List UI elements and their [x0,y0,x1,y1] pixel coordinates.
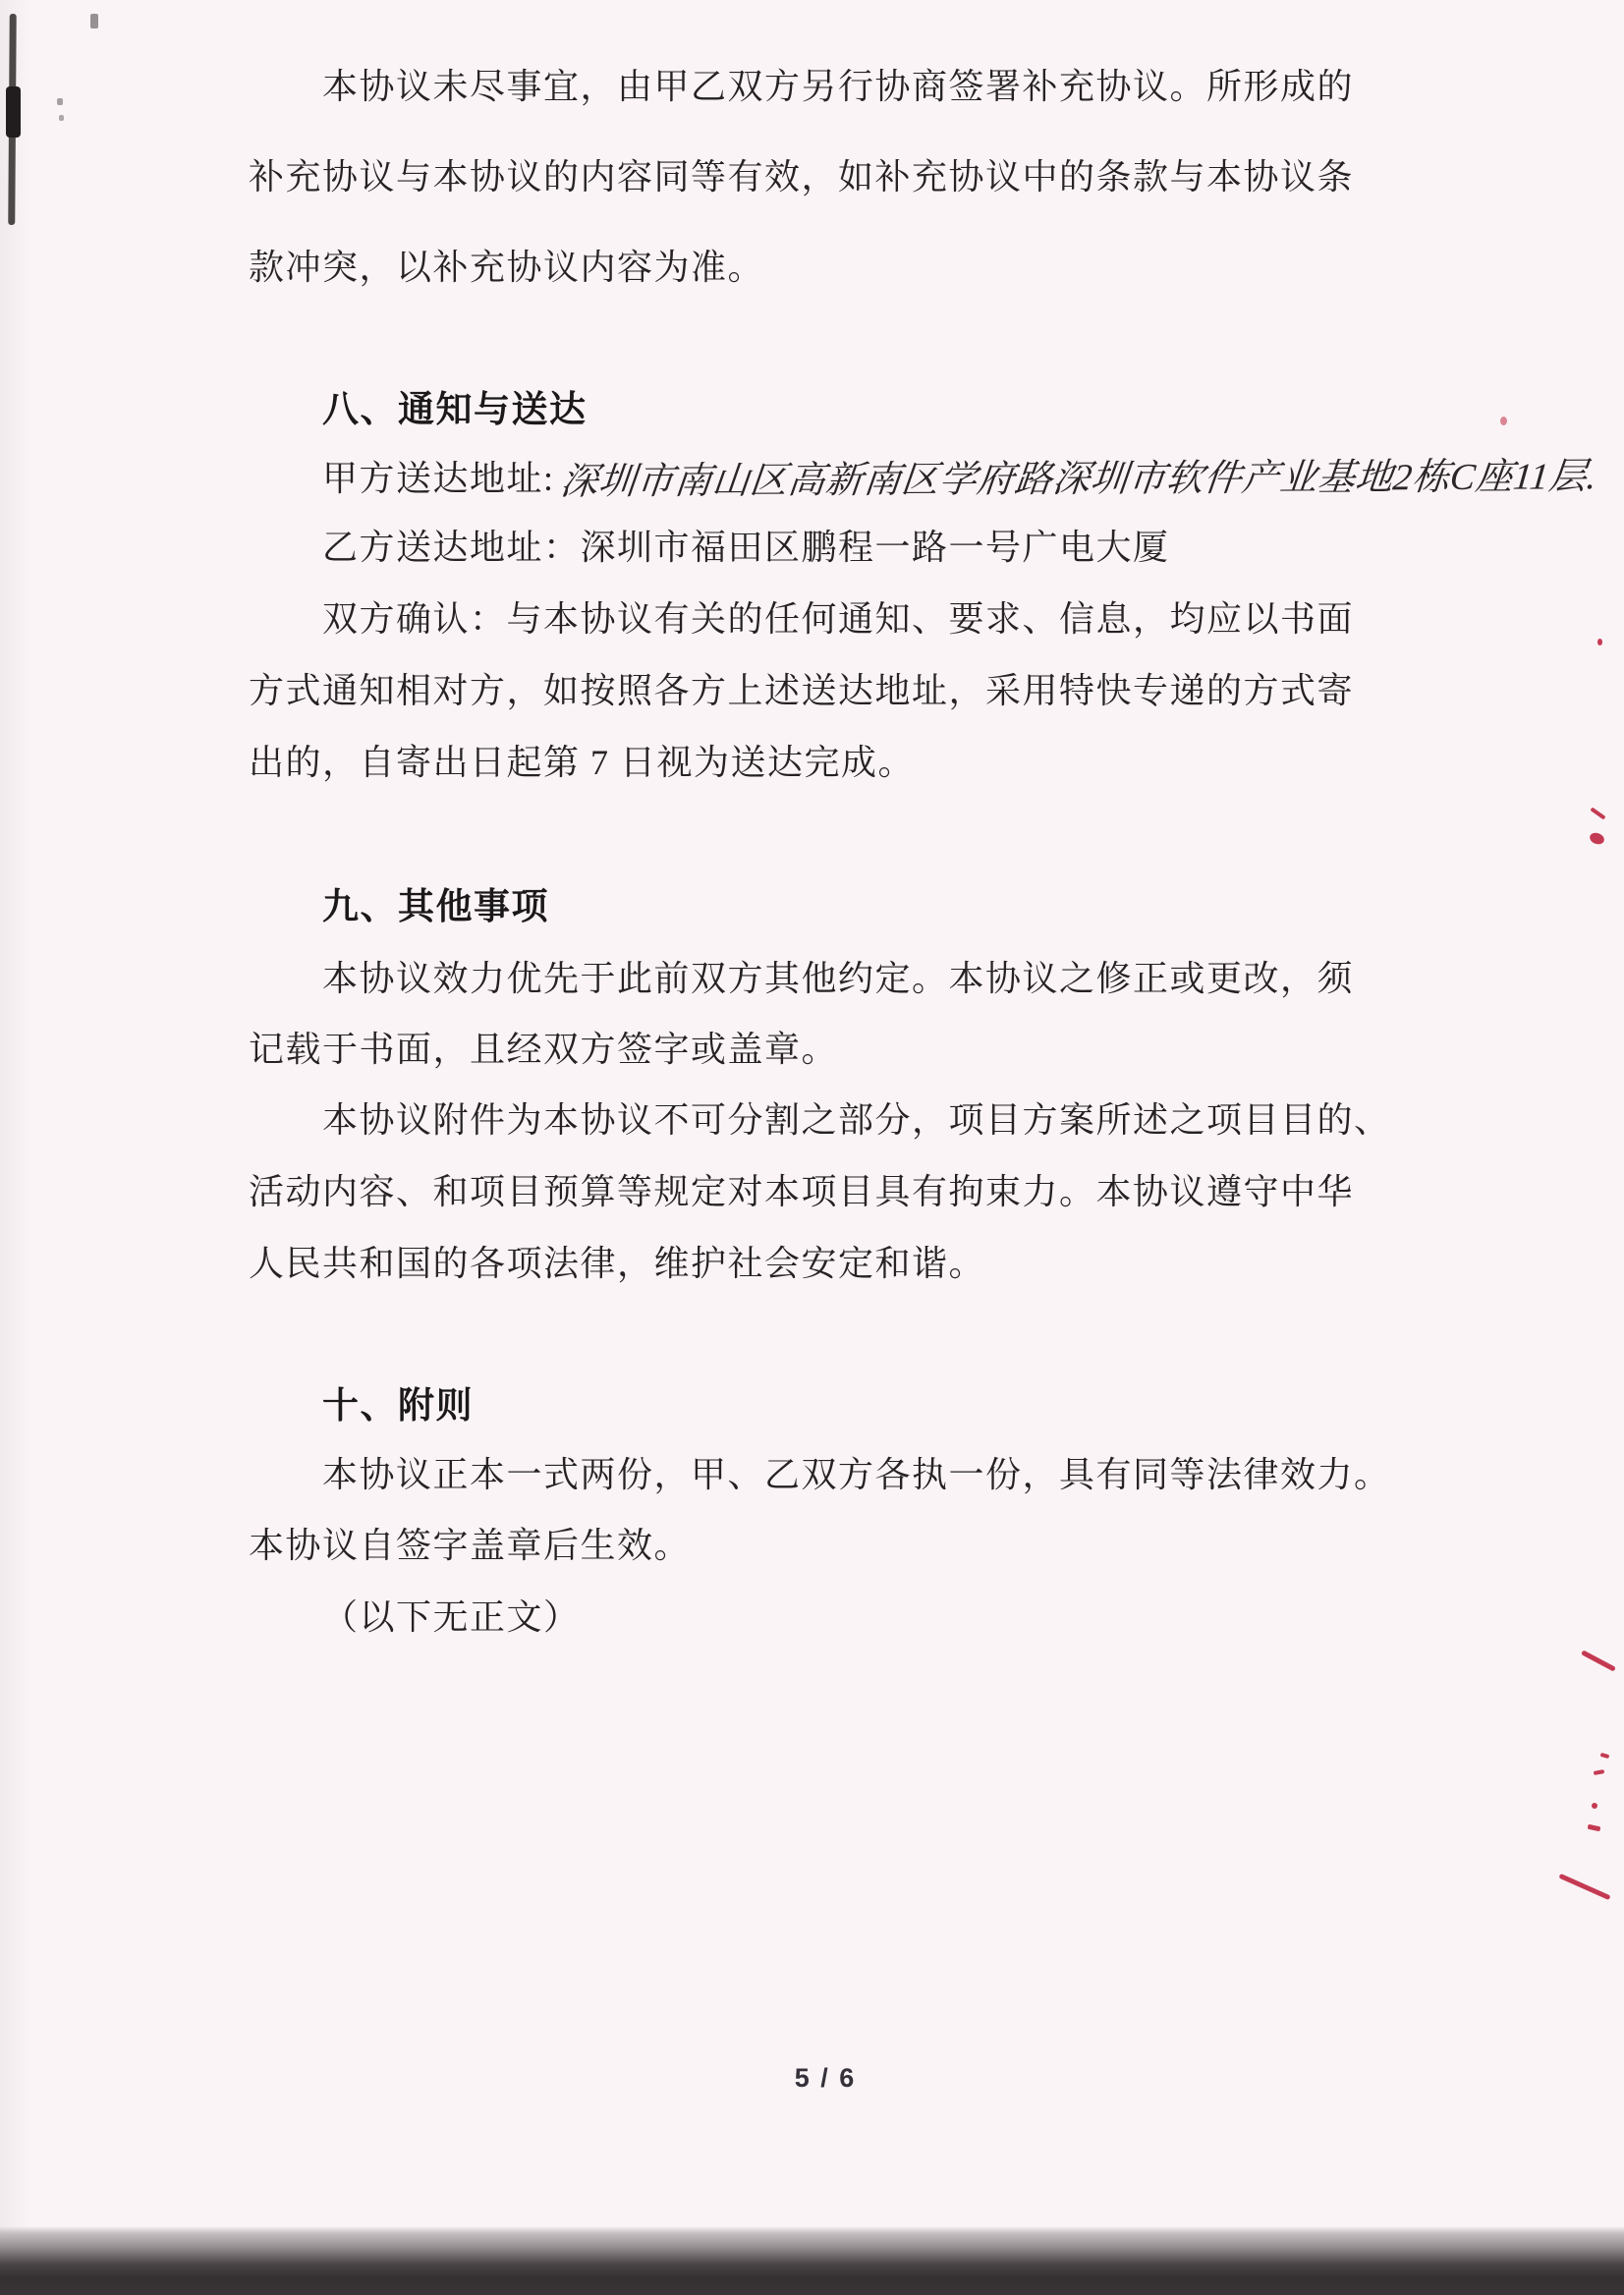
text-line: （以下无正文） [322,1597,581,1637]
party-a-address-handwritten: 深圳市南山区高新南区学府路深圳市软件产业基地2栋C座11层. [558,456,1598,503]
red-ink-mark [1590,807,1605,819]
closing-note [249,1582,1486,1652]
bottom-scan-band [0,2226,1624,2295]
party-a-address-line [249,444,1598,513]
heading-text: 八、通知与送达 [322,389,588,429]
text-line: 本协议未尽事宜，由甲乙双方另行协商签署补充协议。所形成的 [322,67,1355,106]
red-ink-mark [1592,1803,1597,1809]
text-line: 记载于书面，且经双方签字或盖章。 [249,1030,839,1069]
other-paragraph-1 [249,943,1486,1085]
text-line: 双方确认：与本协议有关的任何通知、要求、信息，均应以书面 [322,599,1355,639]
red-ink-mark [1558,1874,1610,1900]
scan-smudge [90,14,98,28]
scan-smudge [57,98,63,105]
text-line: 本协议正本一式两份，甲、乙双方各执一份，具有同等法律效力。 [322,1455,1391,1494]
red-ink-mark [1500,417,1507,425]
text-line: 出的，自寄出日起第 7 日视为送达完成。 [249,743,916,782]
heading-text: 十、附则 [322,1385,474,1426]
confirmation-paragraph [249,584,1486,799]
red-ink-mark [1594,1769,1605,1775]
text-line: 本协议效力优先于此前双方其他约定。本协议之修正或更改，须 [322,959,1355,998]
scan-smudge [59,115,64,121]
red-ink-mark [1600,1753,1610,1759]
red-ink-mark [1589,831,1606,846]
section-heading-annex [249,1371,1486,1440]
text-line: 本协议附件为本协议不可分割之部分，项目方案所述之项目目的、 [322,1100,1391,1140]
text-line: 活动内容、和项目预算等规定对本项目具有拘束力。本协议遵守中华 [249,1172,1355,1211]
page-number: 5 / 6 [794,2063,857,2093]
red-ink-mark [1597,639,1602,645]
left-scan-shading [0,0,29,2295]
other-paragraph-2 [249,1085,1486,1300]
party-b-address-line [249,513,1486,582]
intro-paragraph [249,41,1486,312]
heading-text: 九、其他事项 [322,886,549,926]
text-line: 方式通知相对方，如按照各方上述送达地址，采用特快专递的方式寄 [249,671,1355,710]
party-a-address-label: 甲方送达地址: [322,459,555,498]
text-line: 人民共和国的各项法律，维护社会安定和谐。 [249,1244,986,1283]
section-heading-other [249,872,1486,941]
text-line: 补充协议与本协议的内容同等有效，如补充协议中的条款与本协议条 [249,157,1355,196]
text-line: 本协议自签字盖章后生效。 [249,1526,692,1565]
annex-paragraph-1 [249,1439,1486,1581]
red-ink-mark [1588,1824,1601,1832]
text-line: 款冲突，以补充协议内容为准。 [249,248,765,287]
text-line [249,444,1598,513]
red-ink-mark [1581,1650,1616,1671]
section-heading-notice [249,375,1486,444]
text-line: 乙方送达地址：深圳市福田区鹏程一路一号广电大厦 [322,528,1170,567]
scan-edge-streak [6,86,21,138]
